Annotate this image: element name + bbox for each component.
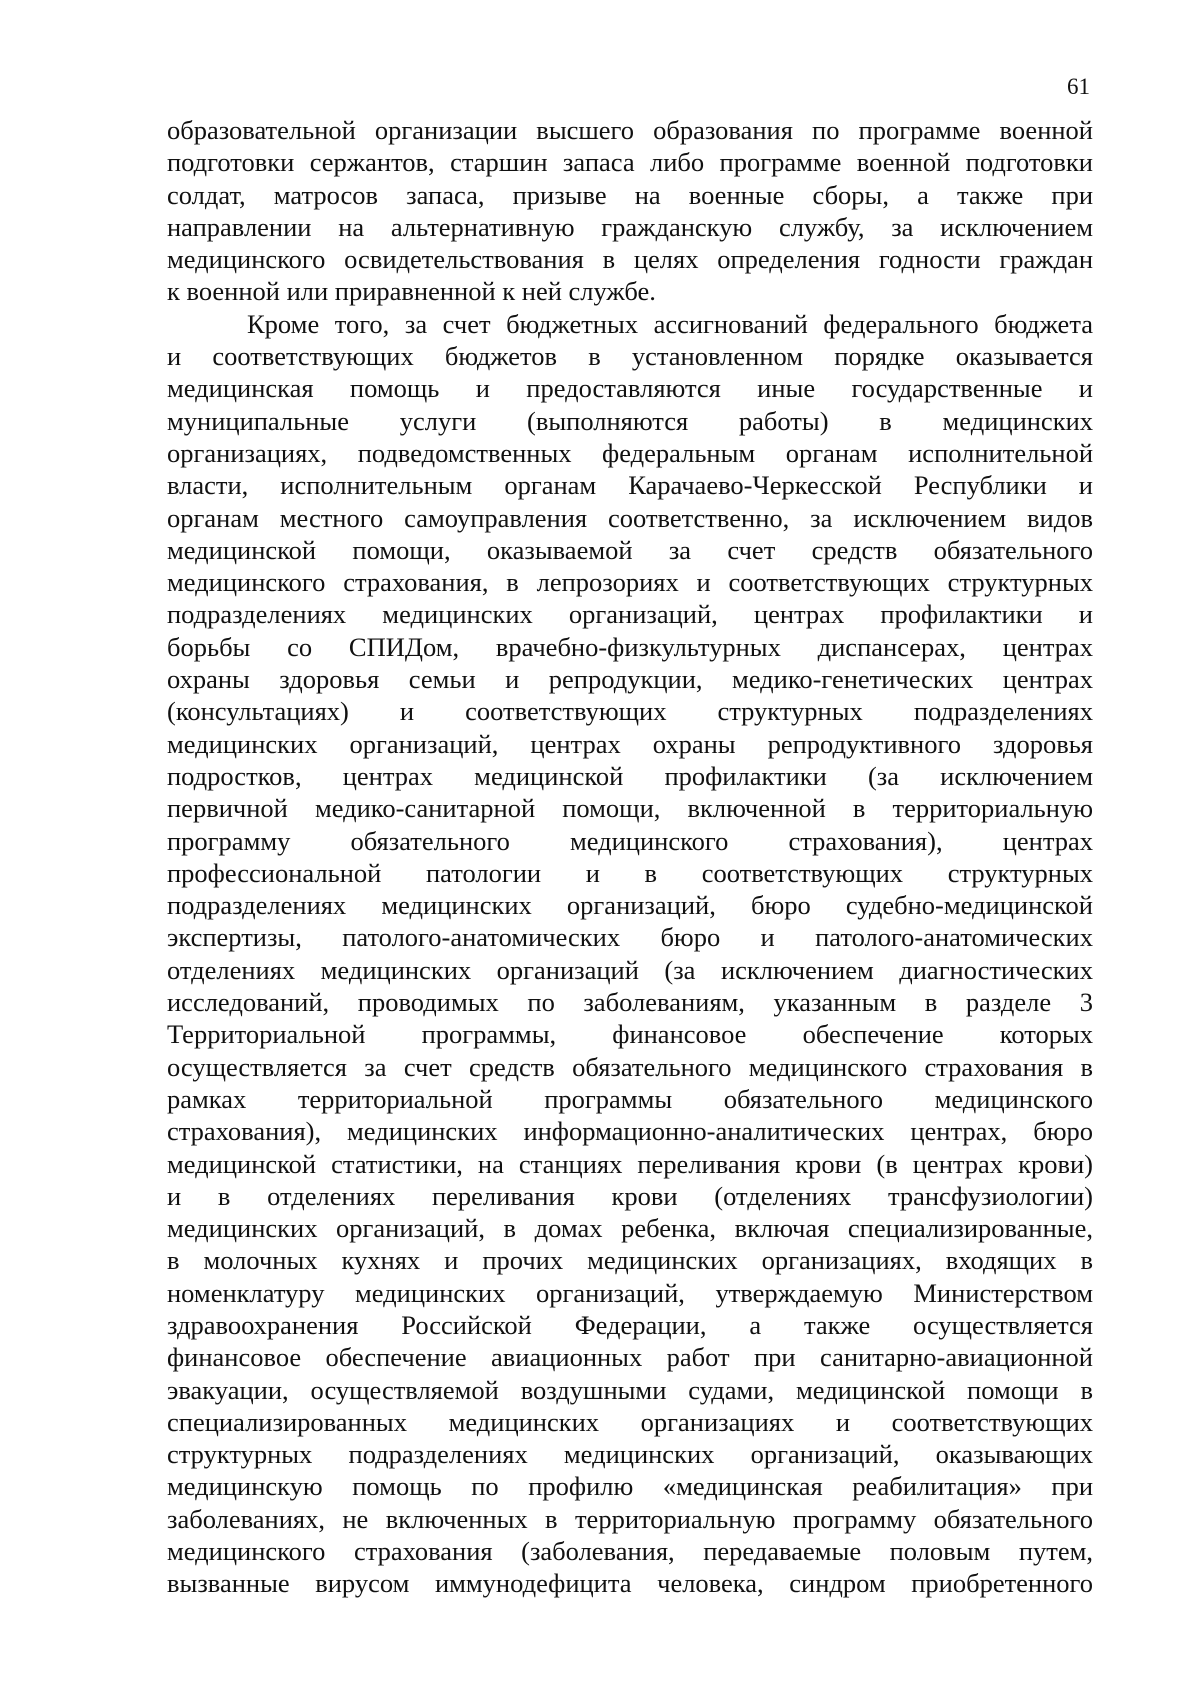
text-line: страхования), медицинских информационно-аналитических центрах, бюро: [167, 1116, 1093, 1147]
text-line: и соответствующих бюджетов в установленном порядке оказывается: [167, 341, 1093, 372]
text-line: программу обязательного медицинского страхования), центрах: [167, 825, 1093, 856]
text-line: органам местного самоуправления соответственно, за исключением видов: [167, 502, 1093, 533]
text-line: медицинской помощи, оказываемой за счет средств обязательного: [167, 534, 1093, 565]
text-line: специализированных медицинских организациях и соответствующих: [167, 1406, 1093, 1437]
text-line: медицинских организаций, в домах ребенка, включая специализированные,: [167, 1213, 1093, 1244]
text-line: здравоохранения Российской Федерации, а также осуществляется: [167, 1309, 1093, 1340]
text-line: солдат, матросов запаса, призыве на военные сборы, а также при: [167, 179, 1093, 210]
text-line: в молочных кухнях и прочих медицинских организациях, входящих в: [167, 1245, 1093, 1276]
text-line: власти, исполнительным органам Карачаево-Черкесской Республики и: [167, 470, 1093, 501]
text-line: отделениях медицинских организаций (за исключением диагностических: [167, 954, 1093, 985]
text-line: подготовки сержантов, старшин запаса либо программе военной подготовки: [167, 147, 1093, 178]
text-line: вызванные вирусом иммунодефицита человека, синдром приобретенного: [167, 1568, 1093, 1599]
text-line: борьбы со СПИДом, врачебно-физкультурных диспансерах, центрах: [167, 631, 1093, 662]
text-line: структурных подразделениях медицинских организаций, оказывающих: [167, 1439, 1093, 1470]
text-line: медицинская помощь и предоставляются иные государственные и: [167, 373, 1093, 404]
text-line: охраны здоровья семьи и репродукции, медико-генетических центрах: [167, 664, 1093, 695]
text-line: медицинской статистики, на станциях переливания крови (в центрах крови): [167, 1148, 1093, 1179]
text-line: осуществляется за счет средств обязательного медицинского страхования в: [167, 1051, 1093, 1082]
text-line: к военной или приравненной к ней службе.: [167, 276, 656, 307]
text-line: эвакуации, осуществляемой воздушными судами, медицинской помощи в: [167, 1374, 1093, 1405]
text-line: Территориальной программы, финансовое обеспечение которых: [167, 1019, 1093, 1050]
text-line: исследований, проводимых по заболеваниям, указанным в разделе 3: [167, 987, 1093, 1018]
text-line: организациях, подведомственных федеральным органам исполнительной: [167, 437, 1093, 468]
text-line: медицинского страхования, в лепрозориях и соответствующих структурных: [167, 567, 1093, 598]
text-line: медицинского освидетельствования в целях определения годности граждан: [167, 244, 1093, 275]
text-line: заболеваниях, не включенных в территориальную программу обязательного: [167, 1503, 1093, 1534]
text-line: профессиональной патологии и в соответствующих структурных: [167, 857, 1093, 888]
text-line: рамках территориальной программы обязательного медицинского: [167, 1083, 1093, 1114]
text-line: образовательной организации высшего образования по программе военной: [167, 115, 1093, 145]
text-line: и в отделениях переливания крови (отделениях трансфузиологии): [167, 1180, 1093, 1211]
body-text: [167, 114, 1093, 1600]
text-line: первичной медико-санитарной помощи, включенной в территориальную: [167, 793, 1093, 824]
text-line: подразделениях медицинских организаций, центрах профилактики и: [167, 599, 1093, 630]
text-line: финансовое обеспечение авиационных работ при санитарно-авиационной: [167, 1342, 1093, 1373]
text-line: направлении на альтернативную гражданскую службу, за исключением: [167, 211, 1093, 242]
text-line: (консультациях) и соответствующих структурных подразделениях: [167, 696, 1093, 727]
text-line: муниципальные услуги (выполняются работы) в медицинских: [167, 405, 1093, 436]
text-line: медицинскую помощь по профилю «медицинская реабилитация» при: [167, 1471, 1093, 1502]
text-line: экспертизы, патолого-анатомических бюро и патолого-анатомических: [167, 922, 1093, 953]
text-line: номенклатуру медицинских организаций, утверждаемую Министерством: [167, 1277, 1093, 1308]
text-line: подразделениях медицинских организаций, бюро судебно-медицинской: [167, 890, 1093, 921]
text-line: подростков, центрах медицинской профилактики (за исключением: [167, 760, 1093, 791]
text-line: медицинских организаций, центрах охраны репродуктивного здоровья: [167, 728, 1093, 759]
page-number: 61: [1067, 74, 1090, 99]
text-line: Кроме того, за счет бюджетных ассигнований федерального бюджета: [247, 308, 1093, 339]
text-line: медицинского страхования (заболевания, передаваемые половым путем,: [167, 1536, 1093, 1567]
